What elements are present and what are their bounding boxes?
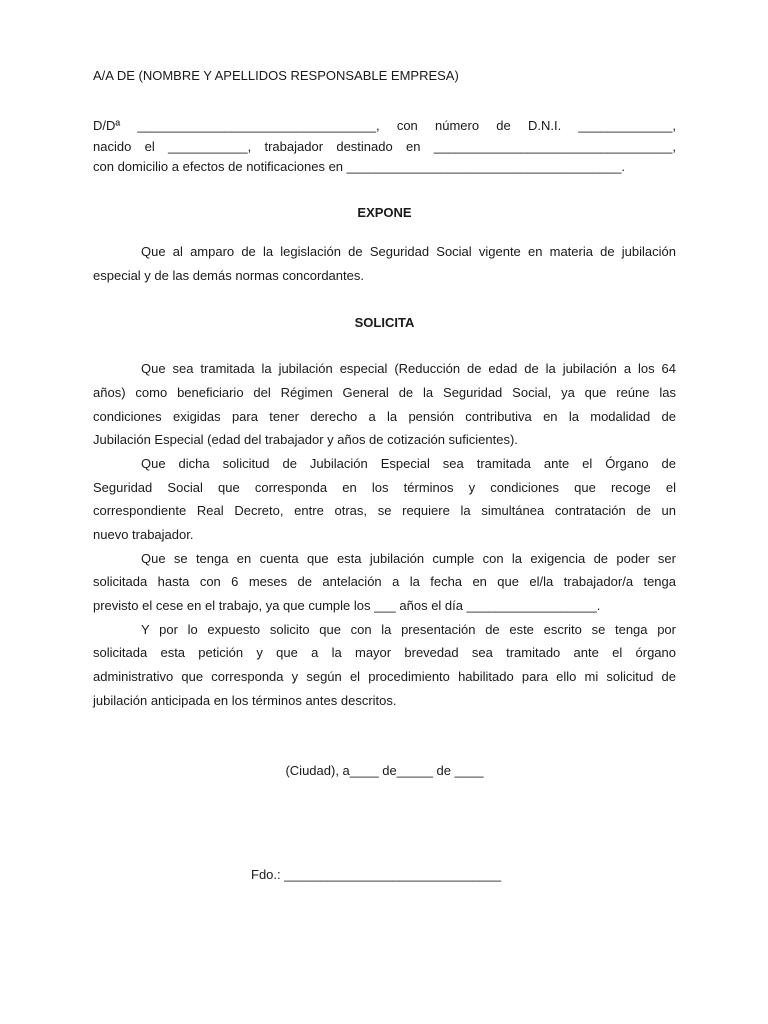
solicita-p3-line-1: Que se tenga en cuenta que esta jubilación cumple con la exigencia de poder ser [141, 551, 676, 566]
solicita-p4-line-2: solicitada esta petición y que a la mayor brevedad sea tramitado ante el órgano [93, 645, 676, 660]
signature-line: Fdo.: ______________________________ [251, 867, 502, 882]
solicita-p1-line-1: Que sea tramitada la jubilación especial (Reducción de edad de la jubilación a los 64 [141, 361, 676, 376]
expone-line-2: especial y de las demás normas concordantes. [93, 268, 364, 283]
solicita-p4-line-4: jubilación anticipada en los términos antes descritos. [93, 693, 397, 708]
solicita-p1-line-4: Jubilación Especial (edad del trabajador y años de cotización suficientes). [93, 432, 518, 447]
expone-heading: EXPONE [357, 205, 412, 220]
identification-line-2: nacido el ___________, trabajador destinado en _________________________________, [93, 139, 676, 154]
addressee-line: A/A DE (NOMBRE Y APELLIDOS RESPONSABLE EMPRESA) [93, 68, 459, 83]
solicita-heading: SOLICITA [354, 315, 415, 330]
solicita-p2-line-3: correspondiente Real Decreto, entre otras, se requiere la simultánea contratación de un [93, 503, 676, 518]
solicita-p2-line-4: nuevo trabajador. [93, 527, 194, 542]
solicita-p3-line-3: previsto el cese en el trabajo, ya que cumple los ___ años el día __________________. [93, 598, 601, 613]
identification-line-1: D/Dª _________________________________, con número de D.N.I. _____________, [93, 118, 676, 133]
solicita-p2-line-2: Seguridad Social que corresponda en los términos y condiciones que recoge el [93, 480, 676, 495]
solicita-p4-line-3: administrativo que corresponda y según el procedimiento habilitado para ello mi solicitud de [93, 669, 676, 684]
solicita-p4-line-1: Y por lo expuesto solicito que con la presentación de este escrito se tenga por [141, 622, 676, 637]
expone-line-1: Que al amparo de la legislación de Seguridad Social vigente en materia de jubilación [141, 244, 676, 259]
solicita-p2-line-1: Que dicha solicitud de Jubilación Especial sea tramitada ante el Órgano de [141, 456, 676, 471]
solicita-p3-line-2: solicitada hasta con 6 meses de antelación a la fecha en que el/la trabajador/a tenga [93, 574, 676, 589]
solicita-p1-line-2: años) como beneficiario del Régimen General de la Seguridad Social, ya que reúne las [93, 385, 676, 400]
solicita-p1-line-3: condiciones exigidas para tener derecho a la pensión contributiva en la modalidad de [93, 409, 676, 424]
identification-line-3: con domicilio a efectos de notificaciones en ______________________________________. [93, 159, 625, 174]
place-date-line: (Ciudad), a____ de_____ de ____ [285, 763, 484, 778]
